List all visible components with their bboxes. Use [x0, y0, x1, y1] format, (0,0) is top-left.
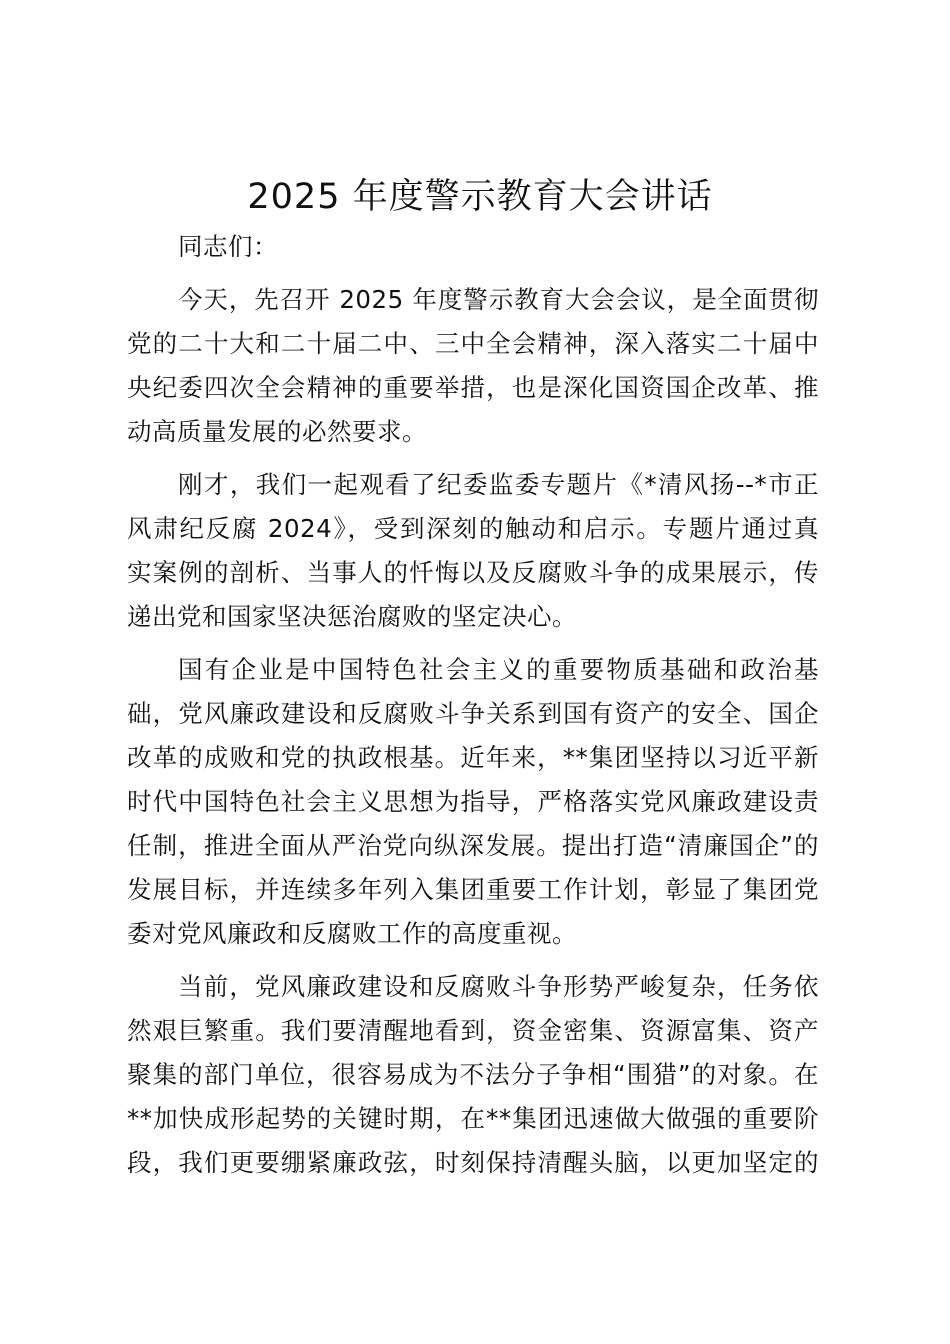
body-paragraph: [127, 648, 819, 956]
text-line: 改革的成败和党的执政根基。近年来，**集团坚持以习近平新: [127, 743, 819, 772]
text-line: 聚集的部门单位，很容易成为不法分子争相“围猎”的对象。在: [127, 1060, 819, 1089]
text-line: 国有企业是中国特色社会主义的重要物质基础和政治基: [178, 655, 819, 684]
body-paragraph: [127, 463, 819, 639]
text-line: 然艰巨繁重。我们要清醒地看到，资金密集、资源富集、资产: [127, 1016, 819, 1045]
text-line: 动高质量发展的必然要求。: [127, 417, 427, 446]
text-line: 段，我们更要绷紧廉政弦，时刻保持清醒头脑，以更加坚定的: [127, 1148, 819, 1177]
body-paragraph: [127, 278, 819, 454]
greeting-paragraph: [127, 225, 819, 269]
text-line: 风肃纪反腐 2024》，受到深刻的触动和启示。专题片通过真: [127, 514, 819, 543]
text-line: 实案例的剖析、当事人的忏悔以及反腐败斗争的成果展示，传: [127, 558, 819, 587]
text-line: 础，党风廉政建设和反腐败斗争关系到国有资产的安全、国企: [127, 699, 819, 728]
text-line: 递出党和国家坚决惩治腐败的坚定决心。: [127, 602, 577, 631]
text-line: 发展目标，并连续多年列入集团重要工作计划，彰显了集团党: [127, 875, 819, 904]
document-body: [127, 225, 819, 1185]
text-line: 当前，党风廉政建设和反腐败斗争形势严峻复杂，任务依: [178, 972, 819, 1001]
document-title: 2025 年度警示教育大会讲话: [247, 177, 713, 217]
text-line: 同志们：: [178, 232, 278, 261]
text-line: 委对党风廉政和反腐败工作的高度重视。: [127, 919, 577, 948]
text-line: 党的二十大和二十届二中、三中全会精神，深入落实二十届中: [127, 329, 819, 358]
text-line: 刚才，我们一起观看了纪委监委专题片《*清风扬--*市正: [178, 470, 819, 499]
text-line: 央纪委四次全会精神的重要举措，也是深化国资国企改革、推: [127, 373, 819, 402]
text-line: 时代中国特色社会主义思想为指导，严格落实党风廉政建设责: [127, 787, 819, 816]
text-line: 任制，推进全面从严治党向纵深发展。提出打造“清廉国企”的: [127, 831, 819, 860]
body-paragraph: [127, 965, 819, 1185]
text-line: **加快成形起势的关键时期，在**集团迅速做大做强的重要阶: [127, 1104, 819, 1133]
text-line: 今天，先召开 2025 年度警示教育大会会议，是全面贯彻: [178, 285, 819, 314]
